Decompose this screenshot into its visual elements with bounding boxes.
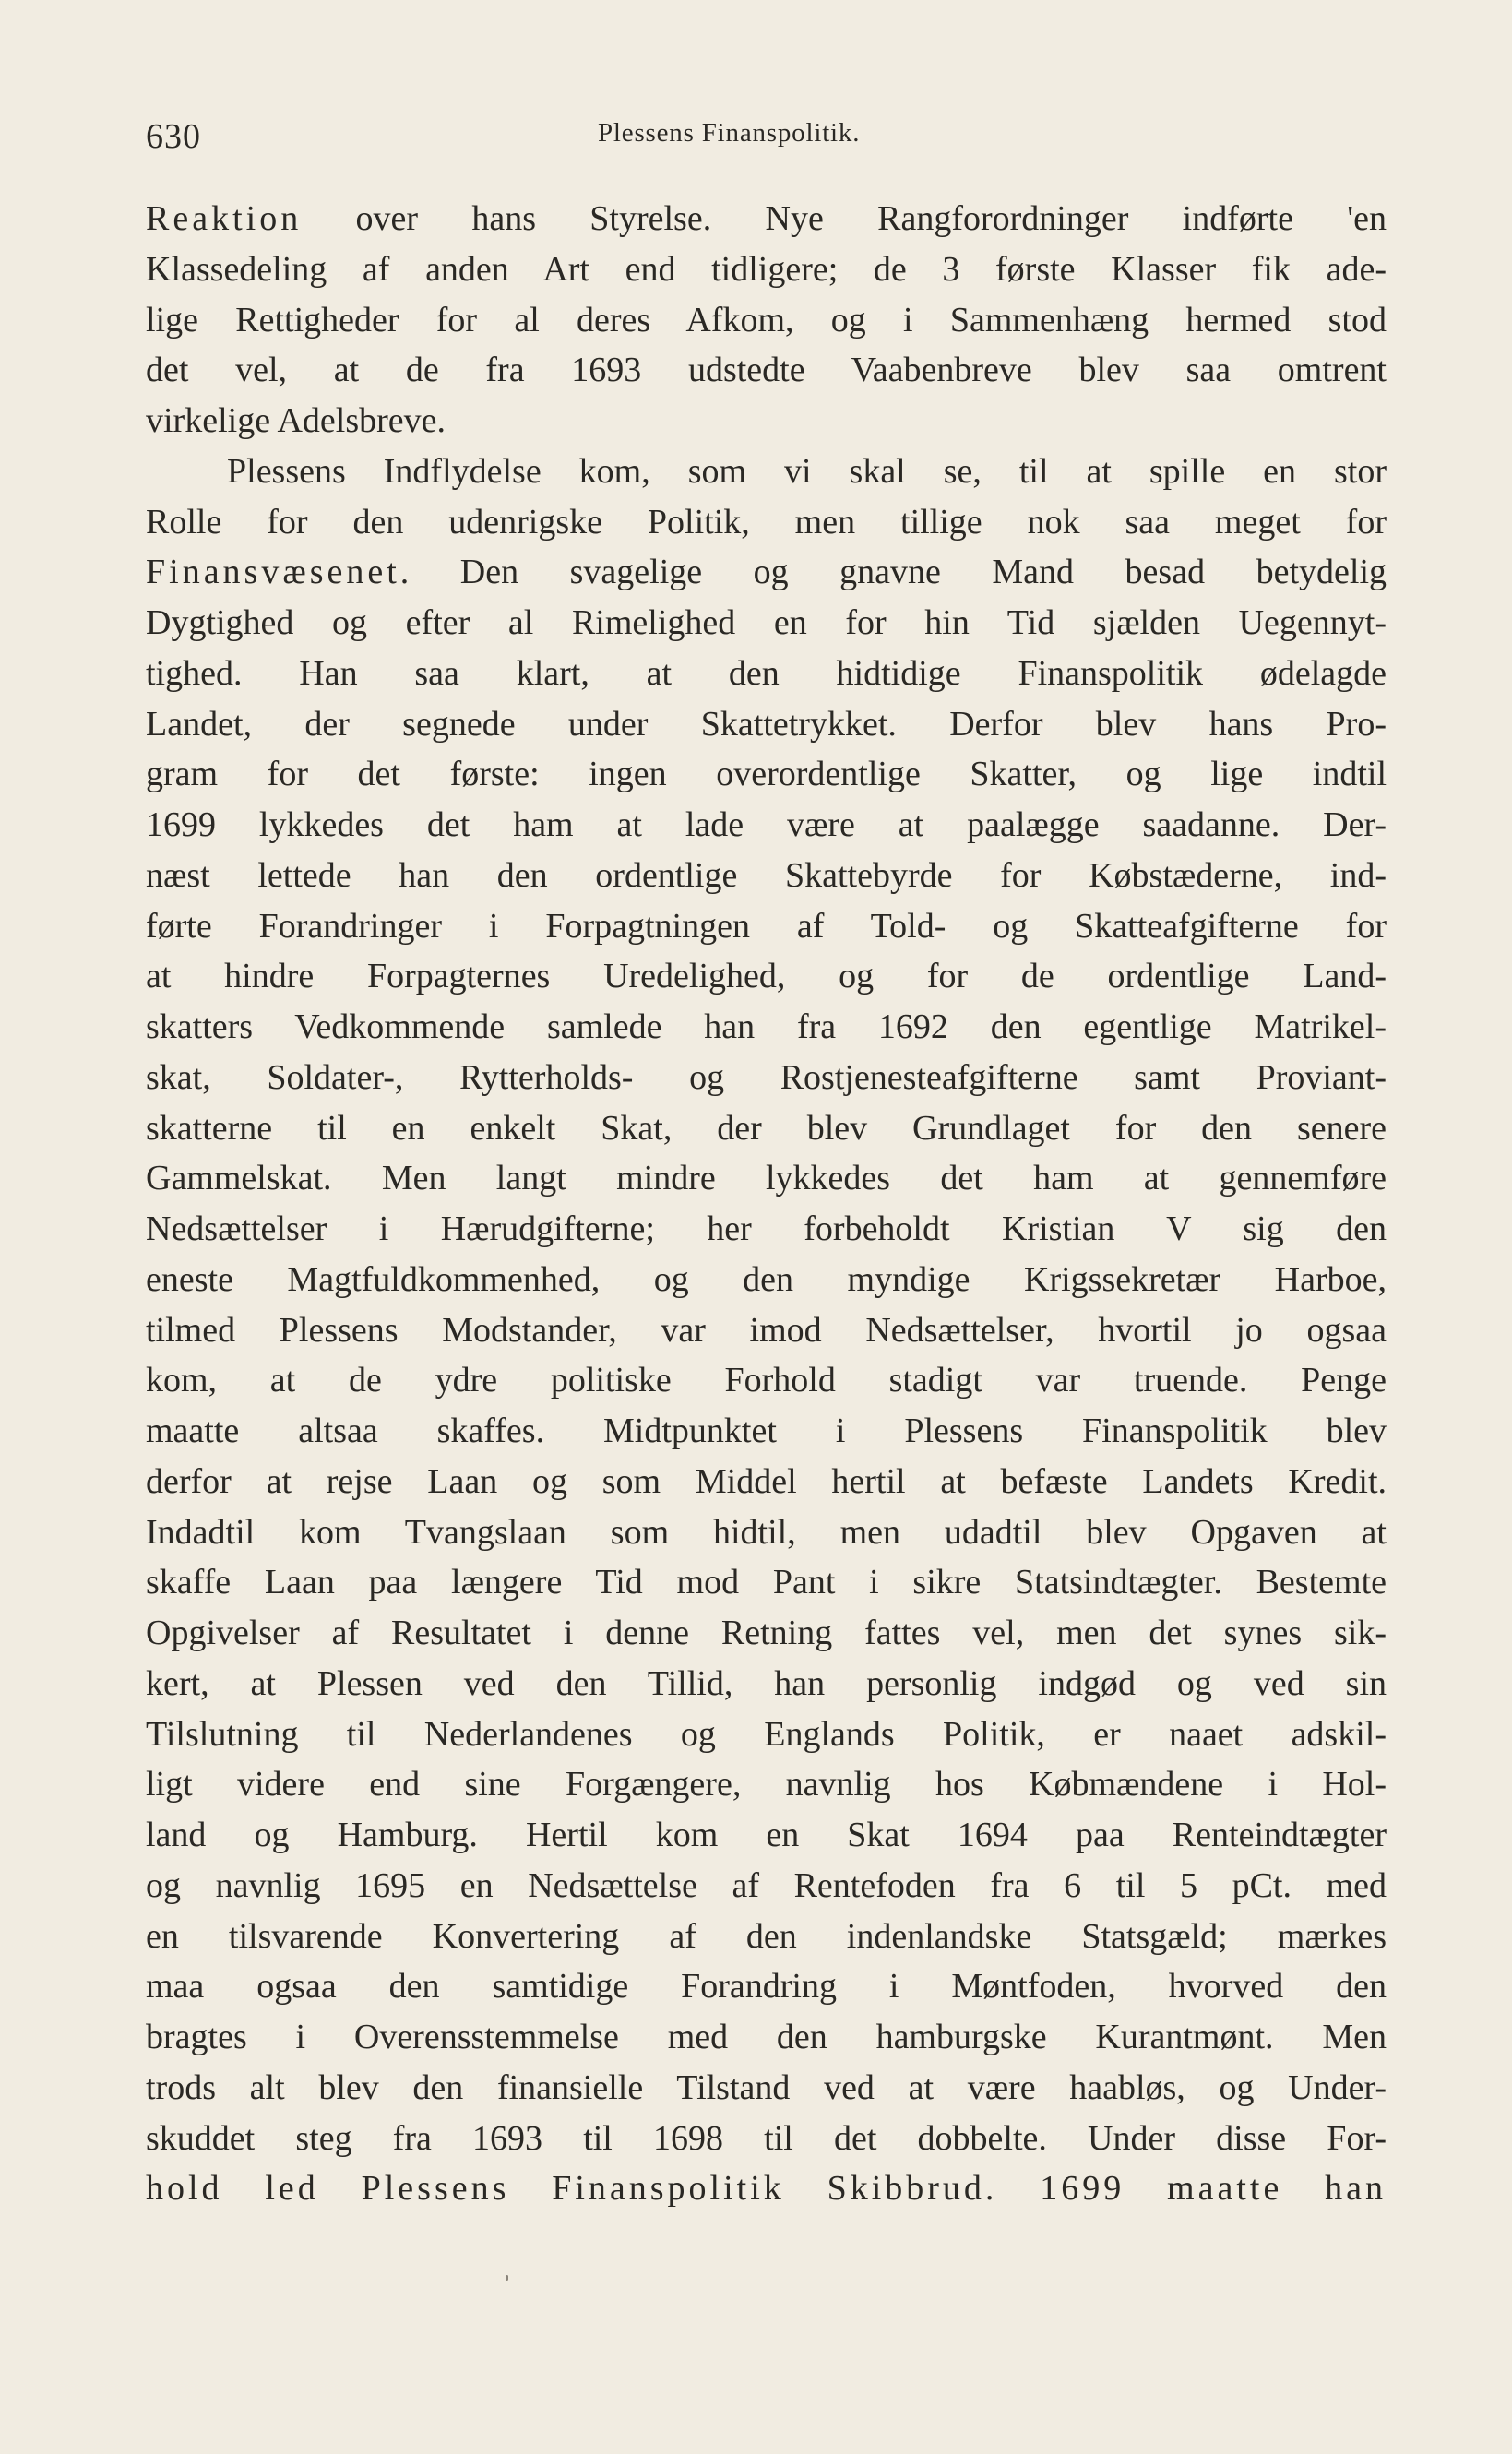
line-text: maa ogsaa den samtidige Forandring i Møntfoden, hvorved den bbox=[146, 1967, 1387, 2007]
text-line bbox=[146, 547, 1387, 598]
line-text: derfor at rejse Laan og som Middel hertil at befæste Landets Kredit. bbox=[146, 1461, 1387, 1501]
text-line bbox=[146, 1204, 1387, 1255]
text-line bbox=[146, 901, 1387, 952]
text-line bbox=[146, 749, 1387, 800]
line-text: virkelige Adelsbreve. bbox=[146, 401, 446, 440]
line-text: Gammelskat. Men langt mindre lykkedes det ham at gennemføre bbox=[146, 1159, 1387, 1198]
line-text: ligt videre end sine Forgængere, navnlig hos Købmændene i Hol- bbox=[146, 1765, 1387, 1805]
spaced-emphasis: Reaktion bbox=[146, 199, 303, 238]
line-text: førte Forandringer i Forpagtningen af Told- og Skatteafgifterne for bbox=[146, 906, 1387, 946]
text-line bbox=[146, 345, 1387, 396]
text-line bbox=[146, 699, 1387, 750]
text-line bbox=[146, 2163, 1387, 2214]
line-text: lige Rettigheder for al deres Afkom, og i Sammenhæng hermed stod bbox=[146, 300, 1387, 340]
text-line bbox=[146, 497, 1387, 548]
text-line bbox=[146, 1810, 1387, 1861]
text-line bbox=[146, 951, 1387, 1002]
text-line bbox=[146, 1002, 1387, 1053]
text-line bbox=[146, 800, 1387, 851]
text-line bbox=[146, 1709, 1387, 1760]
text-line bbox=[146, 851, 1387, 901]
line-text: land og Hamburg. Hertil kom en Skat 1694 paa Renteindtægter bbox=[146, 1816, 1387, 1854]
paragraph-first-line bbox=[146, 447, 1387, 497]
text-line bbox=[146, 1912, 1387, 1962]
line-text: skatters Vedkommende samlede han fra 1692 den egentlige Matrikel- bbox=[146, 1007, 1387, 1046]
page-number: 630 bbox=[146, 117, 201, 156]
line-text: Indadtil kom Tvangslaan som hidtil, men udadtil blev Opgaven at bbox=[146, 1512, 1387, 1552]
text-line bbox=[146, 1305, 1387, 1356]
line-text: Tilslutning til Nederlandenes og Englands Politik, er naaet adskil- bbox=[146, 1714, 1387, 1754]
text-line bbox=[146, 1861, 1387, 1912]
text-line bbox=[146, 295, 1387, 346]
line-text: hold led Plessens Finanspolitik Skibbrud. 1699 maatte han bbox=[146, 2169, 1387, 2209]
text-line bbox=[146, 2012, 1387, 2063]
line-text: Rolle for den udenrigske Politik, men tillige nok saa meget for bbox=[146, 502, 1387, 542]
text-line bbox=[146, 1153, 1387, 1204]
line-text: skatterne til en enkelt Skat, der blev Grundlaget for den senere bbox=[146, 1108, 1387, 1148]
text-line bbox=[146, 1659, 1387, 1709]
line-text: maatte altsaa skaffes. Midtpunktet i Plessens Finanspolitik blev bbox=[146, 1412, 1387, 1450]
running-title: Plessens Finanspolitik. bbox=[598, 118, 861, 148]
line-text: skuddet steg fra 1693 til 1698 til det dobbelte. Under disse For- bbox=[146, 2118, 1387, 2158]
line-text: skat, Soldater-, Rytterholds- og Rostjenesteafgifterne samt Proviant- bbox=[146, 1057, 1387, 1097]
text-line bbox=[146, 1103, 1387, 1154]
body-text bbox=[146, 194, 1387, 2214]
line-text: bragtes i Overensstemmelse med den hamburgske Kurantmønt. Men bbox=[146, 2018, 1387, 2056]
line-text: Klassedeling af anden Art end tidligere; de 3 første Klasser fik ade- bbox=[146, 249, 1387, 289]
text-line bbox=[146, 1759, 1387, 1810]
page-header bbox=[146, 109, 1387, 155]
line-text: tighed. Han saa klart, at den hidtidige Finanspolitik ødelagde bbox=[146, 653, 1387, 693]
text-line bbox=[146, 194, 1387, 244]
text-line bbox=[146, 1457, 1387, 1507]
text-line bbox=[146, 598, 1387, 649]
line-text: gram for det første: ingen overordentlige Skatter, og lige indtil bbox=[146, 755, 1387, 794]
line-text: næst lettede han den ordentlige Skattebyrde for Købstæderne, ind- bbox=[146, 855, 1387, 895]
text-line bbox=[146, 2063, 1387, 2114]
line-text: 1699 lykkedes det ham at lade være at paalægge saadanne. Der- bbox=[146, 805, 1387, 844]
line-text: Nedsættelser i Hærudgifterne; her forbeholdt Kristian V sig den bbox=[146, 1209, 1387, 1248]
line-text: at hindre Forpagternes Uredelighed, og for de ordentlige Land- bbox=[146, 957, 1387, 996]
text-line bbox=[146, 1557, 1387, 1608]
line-text: det vel, at de fra 1693 udstedte Vaabenbreve blev saa omtrent bbox=[146, 351, 1387, 390]
text-line bbox=[146, 1355, 1387, 1406]
text-line bbox=[146, 1507, 1387, 1558]
line-text: skaffe Laan paa længere Tid mod Pant i sikre Statsindtægter. Bestemte bbox=[146, 1563, 1387, 1602]
line-text: Plessens Indflydelse kom, som vi skal se, til at spille en stor bbox=[227, 451, 1387, 491]
line-text: trods alt blev den finansielle Tilstand ved at være haabløs, og Under- bbox=[146, 2067, 1387, 2107]
text-line bbox=[146, 1961, 1387, 2012]
text-line bbox=[146, 244, 1387, 295]
text-line bbox=[146, 1255, 1387, 1305]
line-text: . Den svagelige og gnavne Mand besad betydelig bbox=[399, 553, 1387, 592]
line-text: en tilsvarende Konvertering af den indenlandske Statsgæld; mærkes bbox=[146, 1916, 1387, 1956]
line-text: over hans Styrelse. Nye Rangforordninger indførte 'en bbox=[302, 199, 1387, 238]
line-text: og navnlig 1695 en Nedsættelse af Rentefoden fra 6 til 5 pCt. med bbox=[146, 1865, 1387, 1905]
line-text: eneste Magtfuldkommenhed, og den myndige Krigssekretær Harboe, bbox=[146, 1259, 1387, 1299]
line-text: kert, at Plessen ved den Tillid, han personlig indgød og ved sin bbox=[146, 1663, 1387, 1703]
line-text: kom, at de ydre politiske Forhold stadigt var truende. Penge bbox=[146, 1361, 1387, 1400]
text-line bbox=[146, 1608, 1387, 1659]
text-line bbox=[146, 1406, 1387, 1457]
line-text: Landet, der segnede under Skattetrykket. Derfor blev hans Pro- bbox=[146, 704, 1387, 744]
text-line bbox=[146, 396, 1387, 447]
text-line bbox=[146, 1053, 1387, 1103]
paper-speck bbox=[506, 2275, 508, 2281]
spaced-emphasis: Finansvæsenet bbox=[146, 553, 400, 592]
text-line bbox=[146, 2114, 1387, 2164]
line-text: Opgivelser af Resultatet i denne Retning fattes vel, men det synes sik- bbox=[146, 1614, 1387, 1652]
text-line bbox=[146, 649, 1387, 699]
line-text: tilmed Plessens Modstander, var imod Nedsættelser, hvortil jo ogsaa bbox=[146, 1310, 1387, 1350]
line-text: Dygtighed og efter al Rimelighed en for hin Tid sjælden Uegennyt- bbox=[146, 603, 1387, 642]
